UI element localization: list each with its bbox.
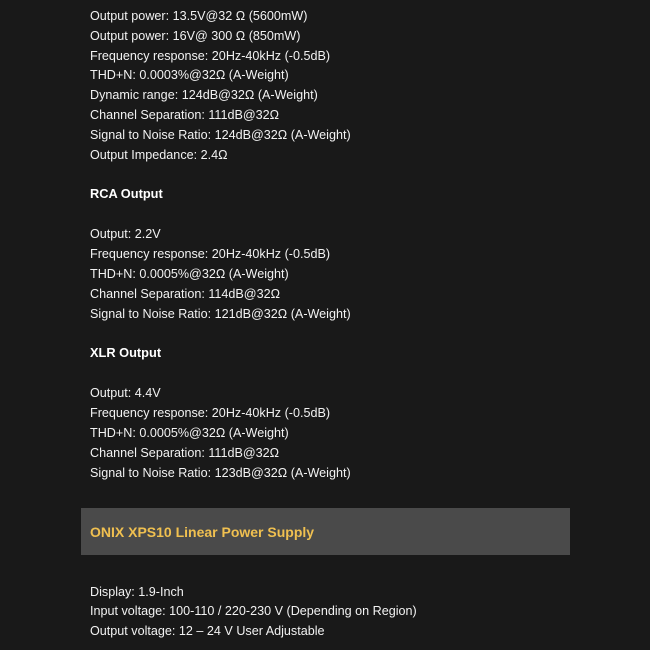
spec-line: THD+N: 0.0005%@32Ω (A-Weight) (90, 267, 289, 281)
spec-line: Frequency response: 20Hz-40kHz (-0.5dB) (90, 49, 331, 63)
spec-line: Output power: 13.5V@32 Ω (5600mW) (90, 9, 308, 23)
spec-line: Output power: 16V@ 300 Ω (850mW) (90, 29, 301, 43)
spec-line: THD+N: 0.0005%@32Ω (A-Weight) (90, 426, 289, 440)
spec-line: Channel Separation: 114dB@32Ω (90, 287, 281, 301)
spec-line: Frequency response: 20Hz-40kHz (-0.5dB) (90, 406, 331, 420)
spec-line: Signal to Noise Ratio: 124dB@32Ω (A-Weight) (90, 128, 351, 142)
spec-line: THD+N: 0.0003%@32Ω (A-Weight) (90, 68, 289, 82)
power-supply-title: ONIX XPS10 Linear Power Supply (90, 524, 315, 540)
xlr-output-heading: XLR Output (90, 345, 162, 360)
rca-output-heading: RCA Output (90, 186, 163, 201)
spec-line: Input voltage: 100-110 / 220-230 V (Depending on Region) (90, 604, 417, 618)
spec-line: Output: 4.4V (90, 386, 161, 400)
spec-line: Output voltage: 12 – 24 V User Adjustable (90, 624, 325, 638)
spec-line: Dynamic range: 124dB@32Ω (A-Weight) (90, 88, 318, 102)
spec-line: Signal to Noise Ratio: 123dB@32Ω (A-Weight) (90, 466, 351, 480)
spec-line: Output Impedance: 2.4Ω (90, 148, 228, 162)
spec-line: Output: 2.2V (90, 227, 161, 241)
spec-line: Channel Separation: 111dB@32Ω (90, 108, 280, 122)
section-banner (81, 508, 570, 555)
spec-line: Channel Separation: 111dB@32Ω (90, 446, 280, 460)
spec-line: Signal to Noise Ratio: 121dB@32Ω (A-Weight) (90, 307, 351, 321)
spec-line: Frequency response: 20Hz-40kHz (-0.5dB) (90, 247, 331, 261)
spec-line: Display: 1.9-Inch (90, 585, 184, 599)
